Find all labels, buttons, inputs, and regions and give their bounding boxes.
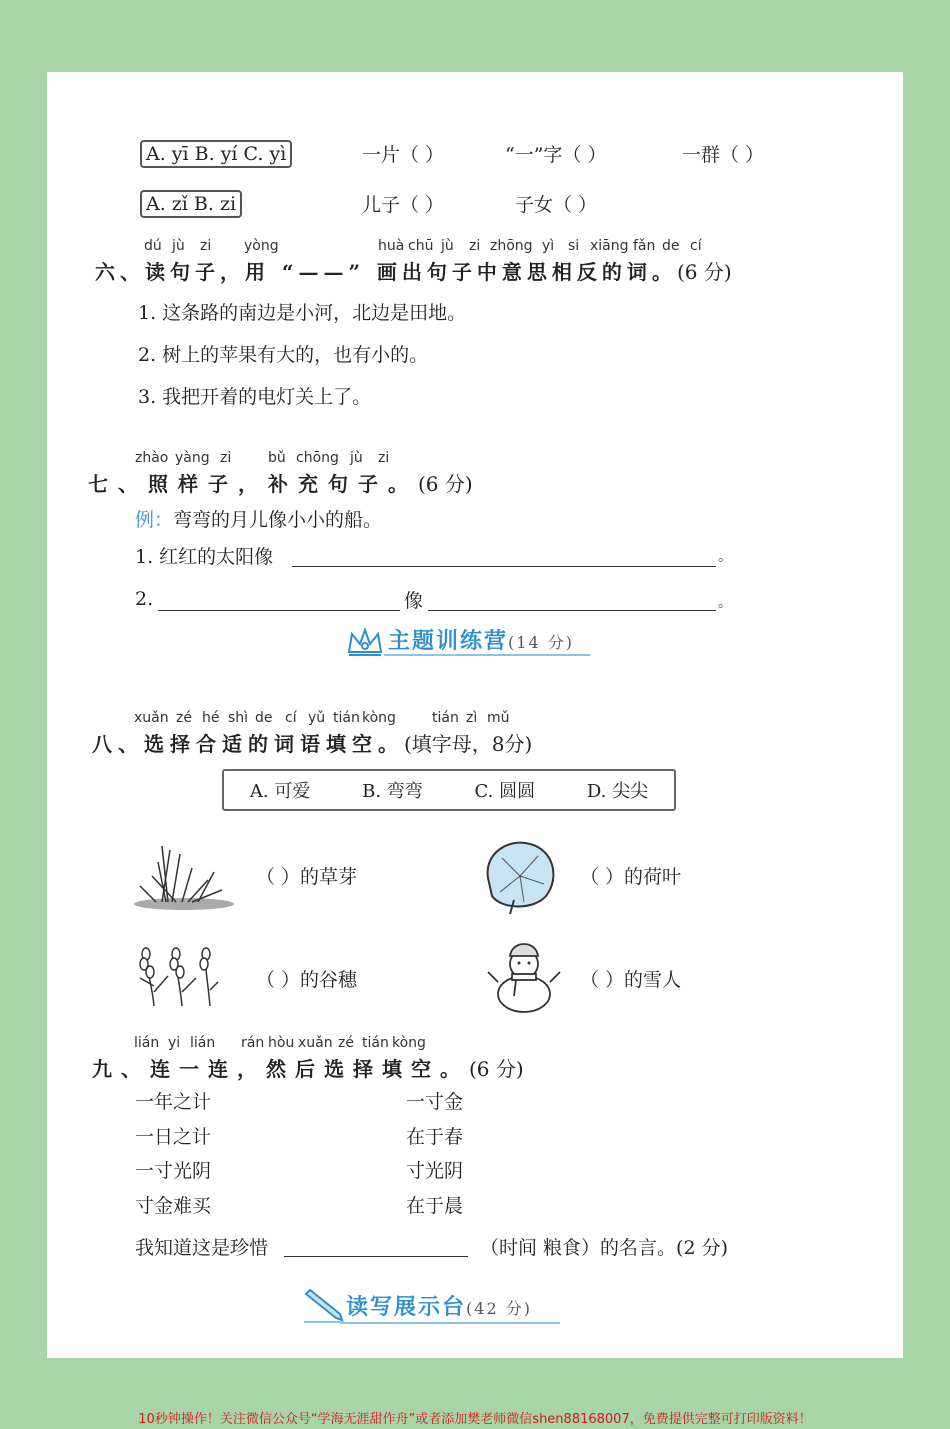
pinyin: xuǎn bbox=[134, 710, 169, 726]
choice-box-yi: A. yī B. yí C. yì bbox=[140, 140, 292, 168]
period: 。 bbox=[718, 595, 732, 611]
match-left[interactable]: 寸金难买 bbox=[135, 1195, 212, 1217]
answer-line[interactable] bbox=[284, 1256, 468, 1257]
question-6-title: 六、读句子，用 “——” 画出句子中意思相反的词。(6 分) bbox=[95, 260, 732, 284]
pinyin: zhōng bbox=[490, 238, 533, 254]
pinyin: jù bbox=[172, 238, 185, 254]
blank-rice: （ ）的谷穗 bbox=[256, 969, 358, 991]
grass-icon bbox=[132, 842, 238, 914]
fill-item-2-mid: 像 bbox=[404, 590, 424, 612]
pinyin: jù bbox=[441, 238, 454, 254]
pinyin: zi bbox=[220, 450, 232, 466]
banner-underline bbox=[340, 1322, 560, 1324]
pinyin: huà bbox=[378, 238, 405, 254]
blank-grass: （ ）的草芽 bbox=[256, 866, 358, 888]
lotus-leaf-icon bbox=[480, 838, 560, 916]
pinyin: hòu bbox=[268, 1035, 295, 1051]
match-left[interactable]: 一日之计 bbox=[135, 1126, 212, 1148]
question-9-title: 九、连一连，然后选择填空。(6 分) bbox=[92, 1057, 524, 1081]
banner-underline bbox=[384, 654, 590, 656]
pinyin: de bbox=[255, 710, 273, 726]
fill-prefix: 我知道这是珍惜 bbox=[135, 1237, 269, 1259]
pinyin: jù bbox=[350, 450, 363, 466]
blank-item: 儿子（ ） bbox=[362, 194, 445, 216]
pinyin: shì bbox=[228, 710, 249, 726]
pinyin: mǔ bbox=[487, 710, 510, 726]
pinyin: fǎn bbox=[633, 238, 656, 254]
match-left[interactable]: 一寸光阴 bbox=[135, 1160, 212, 1182]
pinyin: zi bbox=[469, 238, 481, 254]
pinyin: zé bbox=[338, 1035, 354, 1051]
pinyin: de bbox=[662, 238, 680, 254]
pinyin: chū bbox=[408, 238, 434, 254]
blank-item: 一片（ ） bbox=[362, 144, 445, 166]
blank-snowman: （ ）的雪人 bbox=[580, 969, 682, 991]
match-right[interactable]: 在于春 bbox=[406, 1126, 464, 1148]
blank-item: “一”字（ ） bbox=[505, 144, 607, 166]
sentence: 2. 树上的苹果有大的，也有小的。 bbox=[138, 344, 429, 366]
blank-item: 子女（ ） bbox=[515, 194, 598, 216]
pinyin: yòng bbox=[244, 238, 279, 254]
fill-item-1-prefix: 1. 红红的太阳像 bbox=[135, 546, 274, 568]
example-sentence: 例：弯弯的月儿像小小的船。 bbox=[135, 509, 383, 531]
pinyin: hé bbox=[202, 710, 220, 726]
blank-lotus: （ ）的荷叶 bbox=[580, 866, 682, 888]
pinyin: zé bbox=[176, 710, 192, 726]
pinyin: yàng bbox=[175, 450, 210, 466]
fill-item-2-prefix: 2. bbox=[135, 588, 154, 610]
rice-ear-icon bbox=[134, 942, 222, 1008]
question-8-title: 八、选择合适的词语填空。(填字母，8分) bbox=[92, 732, 533, 756]
fill-suffix: （时间 粮食）的名言。(2 分) bbox=[480, 1237, 728, 1259]
snowman-icon bbox=[486, 934, 562, 1014]
answer-line[interactable] bbox=[158, 610, 400, 611]
pinyin: yì bbox=[542, 238, 555, 254]
answer-line[interactable] bbox=[292, 566, 716, 567]
pinyin: kòng bbox=[362, 710, 396, 726]
pinyin: tián bbox=[333, 710, 360, 726]
answer-line[interactable] bbox=[428, 610, 716, 611]
choice-box-zi: A. zǐ B. zi bbox=[140, 190, 242, 218]
choice-d: D. 尖尖 bbox=[586, 781, 649, 802]
promo-footer: 10秒钟操作！关注微信公众号“学海无涯甜作舟”或者添加樊老师微信shen88168007，免费提供完整可打印版资料！ bbox=[138, 1412, 812, 1427]
pinyin: yi bbox=[168, 1035, 181, 1051]
section-banner-reading-writing: 读写展示台(42 分) bbox=[346, 1294, 532, 1320]
pinyin: tián bbox=[362, 1035, 389, 1051]
pinyin: cí bbox=[285, 710, 297, 726]
pinyin: cí bbox=[690, 238, 702, 254]
pinyin: tián bbox=[432, 710, 459, 726]
sentence: 3. 我把开着的电灯关上了。 bbox=[138, 386, 372, 408]
section-banner-practice: 主题训练营(14 分) bbox=[388, 628, 574, 654]
sentence: 1. 这条路的南边是小河，北边是田地。 bbox=[138, 302, 467, 324]
pinyin: lián bbox=[134, 1035, 160, 1051]
pencil-icon bbox=[302, 1288, 346, 1324]
pinyin: si bbox=[568, 238, 580, 254]
pinyin: kòng bbox=[392, 1035, 426, 1051]
pinyin: dú bbox=[144, 238, 162, 254]
pinyin: xuǎn bbox=[298, 1035, 333, 1051]
pinyin: zi bbox=[200, 238, 212, 254]
pinyin: zhào bbox=[135, 450, 169, 466]
pinyin: zi bbox=[378, 450, 390, 466]
pinyin: lián bbox=[190, 1035, 216, 1051]
period: 。 bbox=[718, 549, 732, 565]
choice-c: C. 圆圆 bbox=[474, 781, 536, 802]
pinyin: rán bbox=[241, 1035, 265, 1051]
word-choice-box bbox=[222, 769, 676, 811]
choice-a: A. 可爱 bbox=[249, 781, 311, 802]
choice-b: B. 弯弯 bbox=[362, 781, 423, 802]
match-right[interactable]: 一寸金 bbox=[406, 1091, 464, 1113]
match-left[interactable]: 一年之计 bbox=[135, 1091, 212, 1113]
blank-item: 一群（ ） bbox=[682, 144, 765, 166]
crown-icon bbox=[346, 626, 384, 658]
pinyin: zì bbox=[466, 710, 478, 726]
pinyin: bǔ bbox=[268, 450, 286, 466]
question-7-title: 七、照样子，补充句子。(6 分) bbox=[88, 472, 473, 496]
pinyin: chōng bbox=[296, 450, 339, 466]
match-right[interactable]: 在于晨 bbox=[406, 1195, 464, 1217]
pinyin: yǔ bbox=[308, 710, 326, 726]
pinyin: xiāng bbox=[590, 238, 629, 254]
match-right[interactable]: 寸光阴 bbox=[406, 1160, 464, 1182]
